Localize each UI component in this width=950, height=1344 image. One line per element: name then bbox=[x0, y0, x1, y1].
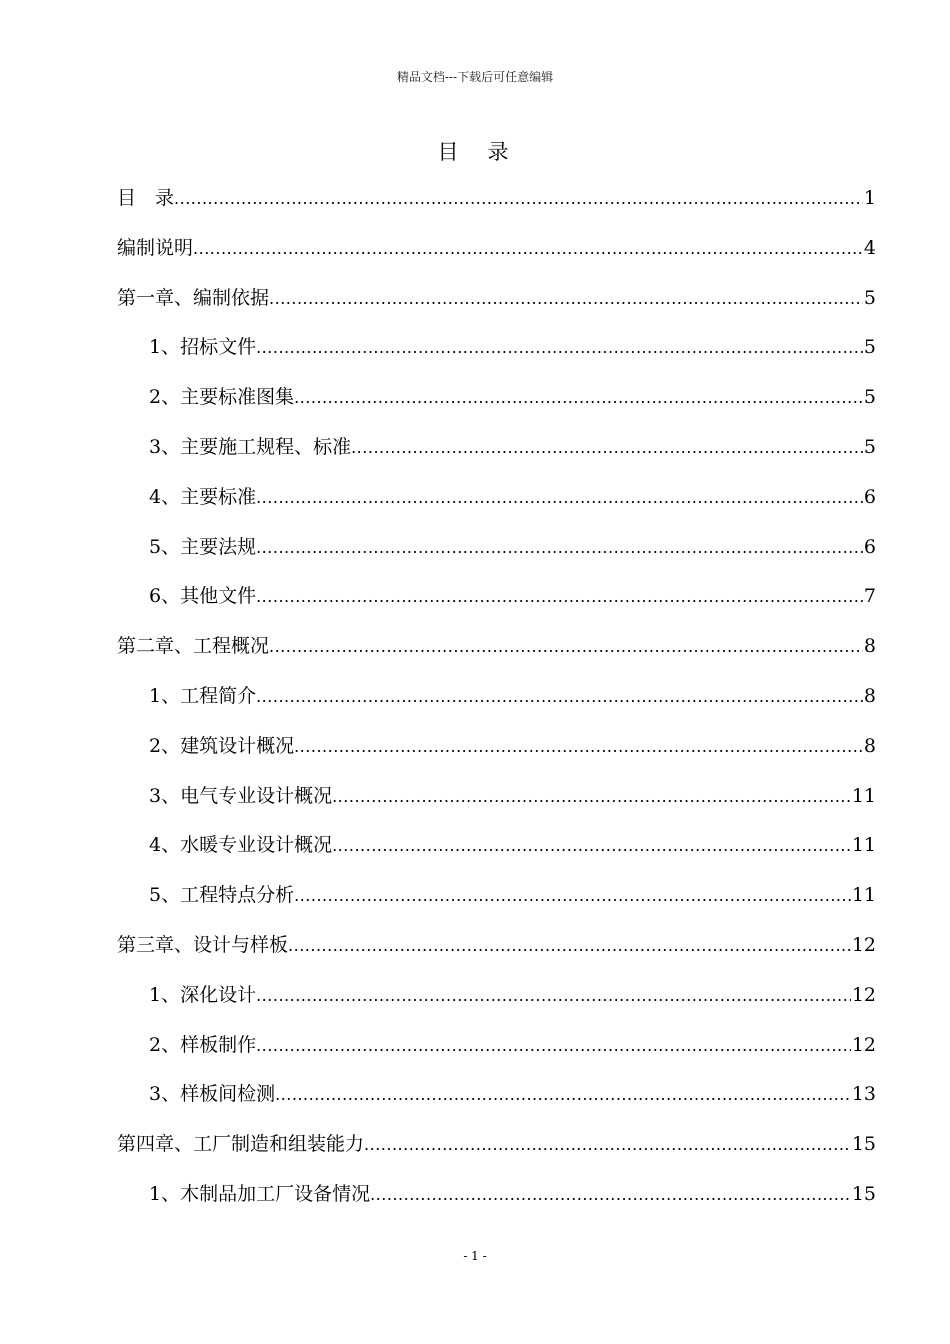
toc-dot-leader bbox=[256, 488, 863, 507]
toc-entry-text: 6、其他文件 bbox=[149, 585, 257, 608]
toc-dot-leader bbox=[351, 438, 863, 457]
toc-entry-page: 12 bbox=[851, 1033, 876, 1056]
toc-dot-leader bbox=[294, 388, 863, 407]
toc-dot-leader bbox=[256, 1036, 851, 1055]
toc-entry[interactable] bbox=[117, 631, 876, 681]
toc-entry-text: 2、建筑设计概况 bbox=[149, 734, 295, 757]
toc-entry[interactable] bbox=[117, 731, 876, 781]
toc-entry-text: 1、深化设计 bbox=[149, 983, 257, 1006]
toc-dot-leader bbox=[288, 936, 851, 955]
toc-entry-page: 7 bbox=[863, 585, 876, 608]
toc-entry-page: 6 bbox=[863, 485, 876, 508]
toc-entry[interactable] bbox=[117, 432, 876, 482]
toc-entry-page: 11 bbox=[851, 834, 876, 857]
toc-entry-page: 5 bbox=[863, 435, 876, 458]
page-number: - 1 - bbox=[463, 1249, 487, 1263]
toc-dot-leader bbox=[269, 289, 863, 308]
toc-entry[interactable] bbox=[117, 183, 876, 233]
toc-entry-page: 5 bbox=[863, 386, 876, 409]
toc-entry-text: 3、电气专业设计概况 bbox=[149, 784, 333, 807]
toc-entry[interactable] bbox=[117, 581, 876, 631]
toc-entry-page: 6 bbox=[863, 535, 876, 558]
toc-entry[interactable] bbox=[117, 781, 876, 831]
toc-entry-text: 3、样板间检测 bbox=[149, 1083, 276, 1106]
toc-dot-leader bbox=[294, 737, 863, 756]
toc-dot-leader bbox=[256, 687, 863, 706]
toc-entry-text: 1、木制品加工厂设备情况 bbox=[149, 1182, 371, 1205]
toc-entry-text: 第一章、编制依据 bbox=[117, 286, 270, 309]
toc-title: 目 录 bbox=[437, 140, 513, 164]
toc-dot-leader bbox=[193, 239, 863, 258]
toc-entry-text: 5、主要法规 bbox=[149, 535, 257, 558]
toc-entry[interactable] bbox=[117, 482, 876, 532]
toc-entry[interactable] bbox=[117, 332, 876, 382]
toc-entry-page: 8 bbox=[863, 734, 876, 757]
toc-entry-text: 第四章、工厂制造和组装能力 bbox=[117, 1133, 365, 1156]
toc-entry-page: 5 bbox=[863, 286, 876, 309]
toc-entry[interactable] bbox=[117, 930, 876, 980]
toc-dot-leader bbox=[256, 538, 863, 557]
toc-entry-text: 2、主要标准图集 bbox=[149, 386, 295, 409]
toc-entry[interactable] bbox=[117, 681, 876, 731]
toc-entry[interactable] bbox=[117, 1079, 876, 1129]
toc-entry-page: 11 bbox=[851, 784, 876, 807]
toc-entry[interactable] bbox=[117, 233, 876, 283]
toc-dot-leader bbox=[275, 1085, 851, 1104]
toc-entry[interactable] bbox=[117, 1129, 876, 1179]
toc-entry-text: 5、工程特点分析 bbox=[149, 884, 295, 907]
toc-dot-leader bbox=[332, 836, 851, 855]
toc-dot-leader bbox=[364, 1135, 851, 1154]
toc-dot-leader bbox=[256, 587, 863, 606]
page-header: 精品文档---下载后可任意编辑 bbox=[396, 70, 554, 84]
toc-entry-page: 15 bbox=[851, 1182, 876, 1205]
toc-dot-leader bbox=[370, 1185, 851, 1204]
toc-entry-page: 13 bbox=[851, 1083, 876, 1106]
toc-dot-leader bbox=[256, 986, 851, 1005]
toc-entry-text: 1、招标文件 bbox=[149, 336, 257, 359]
toc-entry[interactable] bbox=[117, 980, 876, 1030]
toc-entry-text: 3、主要施工规程、标准 bbox=[149, 435, 352, 458]
toc-entry[interactable] bbox=[117, 283, 876, 333]
toc-entry-page: 5 bbox=[863, 336, 876, 359]
toc-entry-page: 11 bbox=[851, 884, 876, 907]
toc-entry-text: 4、水暖专业设计概况 bbox=[149, 834, 333, 857]
toc-entry-text: 第二章、工程概况 bbox=[117, 635, 270, 658]
toc-entry-text: 编制说明 bbox=[117, 236, 194, 259]
toc-entry[interactable] bbox=[117, 1179, 876, 1229]
toc-entry-text: 目 录 bbox=[117, 187, 175, 209]
toc-entry[interactable] bbox=[117, 1030, 876, 1080]
table-of-contents bbox=[117, 183, 876, 1229]
toc-entry-page: 8 bbox=[863, 635, 876, 658]
toc-entry[interactable] bbox=[117, 830, 876, 880]
toc-entry-page: 4 bbox=[863, 236, 876, 259]
toc-entry[interactable] bbox=[117, 532, 876, 582]
toc-entry-page: 12 bbox=[851, 983, 876, 1006]
toc-entry-text: 2、样板制作 bbox=[149, 1033, 257, 1056]
toc-entry-page: 8 bbox=[863, 684, 876, 707]
toc-dot-leader bbox=[174, 189, 863, 208]
toc-dot-leader bbox=[294, 886, 851, 905]
toc-entry-text: 1、工程简介 bbox=[149, 684, 257, 707]
toc-entry[interactable] bbox=[117, 880, 876, 930]
toc-entry-page: 1 bbox=[863, 187, 876, 209]
toc-entry-page: 12 bbox=[851, 933, 876, 956]
toc-dot-leader bbox=[256, 338, 863, 357]
toc-entry-text: 4、主要标准 bbox=[149, 485, 257, 508]
toc-entry-page: 15 bbox=[851, 1133, 876, 1156]
toc-entry[interactable] bbox=[117, 382, 876, 432]
toc-dot-leader bbox=[269, 637, 863, 656]
toc-entry-text: 第三章、设计与样板 bbox=[117, 933, 289, 956]
toc-dot-leader bbox=[332, 787, 851, 806]
